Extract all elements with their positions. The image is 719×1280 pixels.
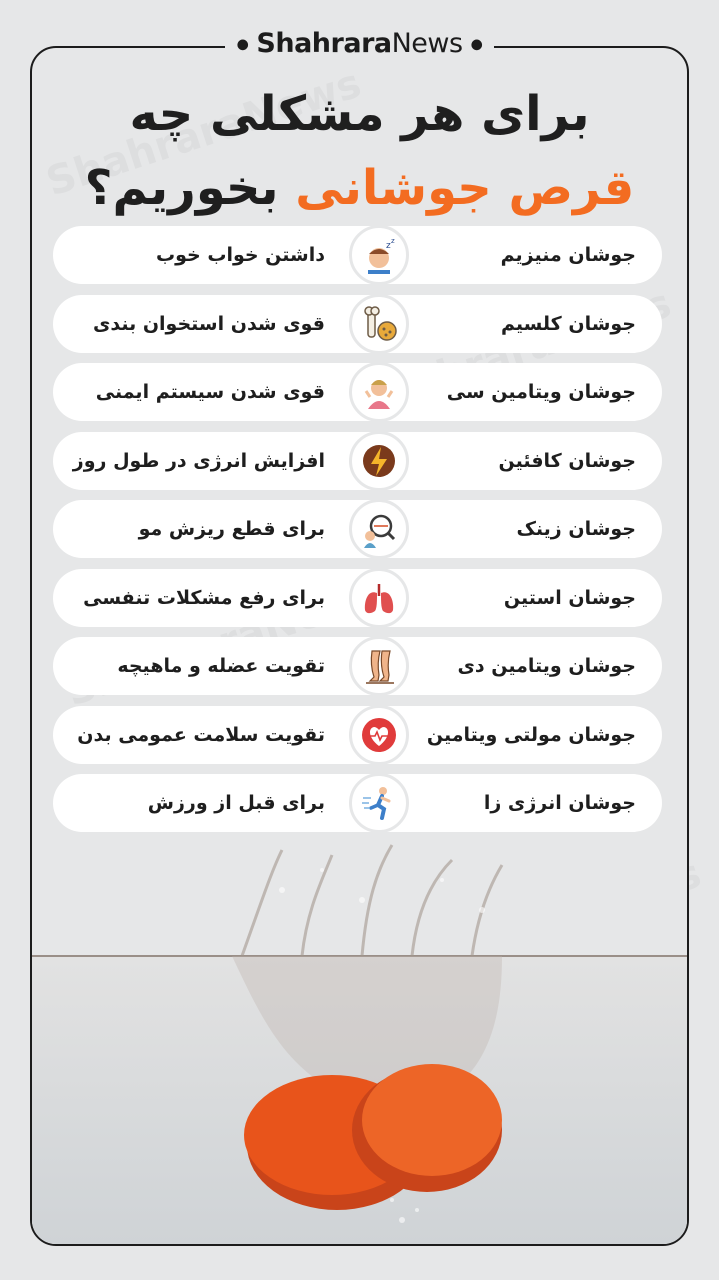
lightning-icon [349, 431, 409, 491]
list-item [53, 500, 662, 558]
splash-illustration [32, 840, 687, 1244]
sick-person-icon [349, 362, 409, 422]
svg-text:z: z [391, 237, 395, 245]
list-item [53, 363, 662, 421]
list-item [53, 295, 662, 353]
heart-pulse-icon [349, 705, 409, 765]
list-item [53, 569, 662, 627]
brand-name-light: News [391, 28, 463, 59]
bone-icon [349, 294, 409, 354]
list-item [53, 637, 662, 695]
lungs-icon [349, 568, 409, 628]
tablet-name: جوشان استین [503, 586, 636, 609]
title-line-2 [40, 160, 679, 216]
tablet-benefit: برای رفع مشکلات تنفسی [83, 586, 325, 609]
tablet-name: جوشان انرژی زا [483, 792, 636, 814]
tablet-name: جوشان مولتی ویتامین [426, 723, 636, 746]
tablet-name: جوشان منیزیم [500, 244, 636, 266]
title-accent: قرص جوشانی [295, 160, 635, 216]
tablet-list [53, 226, 662, 843]
tablet-benefit: قوی شدن سیستم ایمنی [95, 381, 325, 403]
tablet-name: جوشان کافئین [498, 449, 636, 472]
list-item [53, 226, 662, 284]
brand-logo: ● ShahraraNews ● [225, 28, 495, 61]
title-line-1: برای هر مشکلی چه [129, 86, 590, 142]
tablet-benefit: برای قبل از ورزش [147, 792, 325, 814]
legs-icon [349, 636, 409, 696]
runner-icon [349, 773, 409, 833]
brand-name-bold: Shahrara [256, 28, 392, 59]
title-rest: بخوریم؟ [84, 160, 279, 216]
sleeping-person-icon [349, 225, 409, 285]
brand-header [0, 28, 719, 61]
list-item [53, 774, 662, 832]
list-item [53, 706, 662, 764]
tablet-benefit: قوی شدن استخوان بندی [92, 312, 325, 335]
tablet-benefit: تقویت سلامت عمومی بدن [77, 723, 325, 746]
hair-magnifier-icon [349, 499, 409, 559]
svg-text:z: z [386, 241, 391, 251]
list-item [53, 432, 662, 490]
tablet-benefit: تقویت عضله و ماهیچه [117, 655, 325, 677]
tablet-name: جوشان ویتامین دی [457, 655, 636, 677]
tablet-benefit: افزایش انرژی در طول روز [72, 449, 325, 472]
tablet-benefit: برای قطع ریزش مو [138, 518, 325, 540]
tablet-benefit: داشتن خواب خوب [156, 244, 325, 266]
tablet-name: جوشان ویتامین سی [446, 381, 636, 403]
tablet-name: جوشان کلسیم [500, 312, 636, 335]
tablet-name: جوشان زینک [516, 518, 636, 540]
water-splash-image [32, 840, 687, 1244]
